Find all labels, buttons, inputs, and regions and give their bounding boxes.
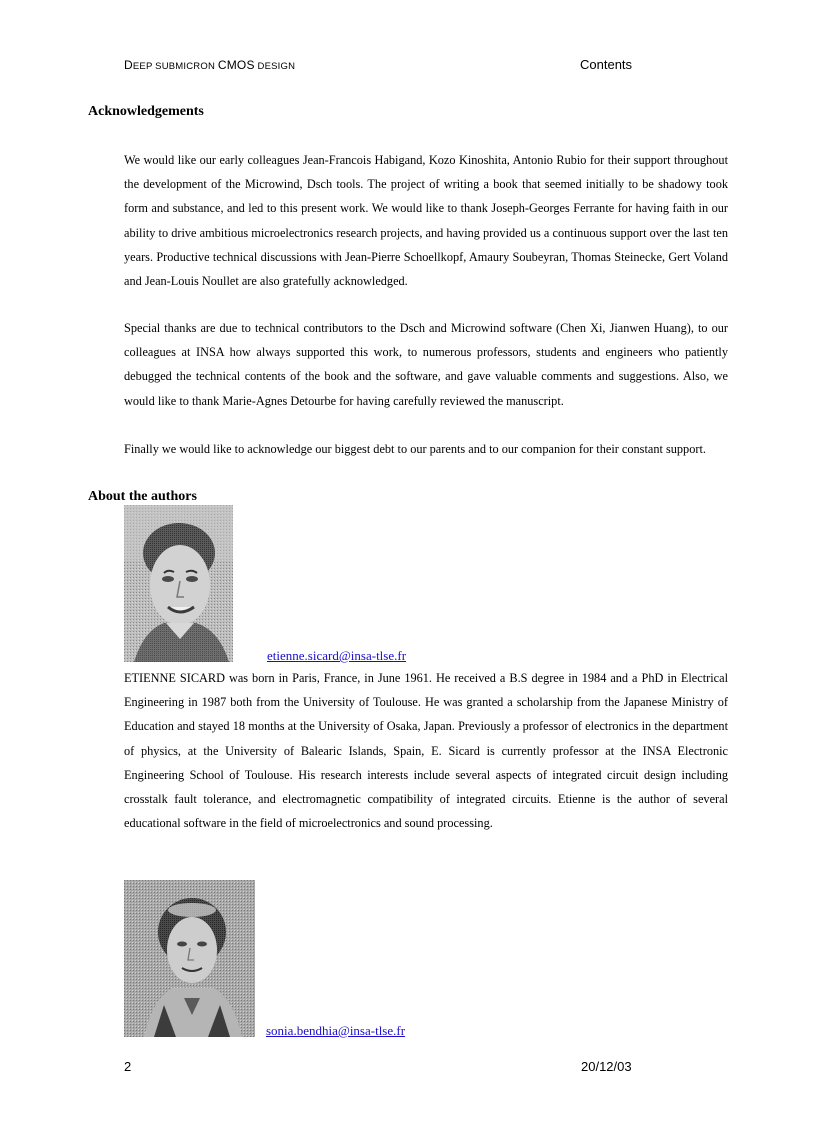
acknowledgements-heading: Acknowledgements	[88, 104, 204, 119]
footer-date: 20/12/03	[581, 1059, 632, 1074]
page-number: 2	[124, 1059, 132, 1074]
author-portrait-sonia	[124, 880, 255, 1037]
author-bio-etienne: ETIENNE SICARD was born in Paris, France, in June 1961. He received a B.S degree in 1984 and a PhD in Electrical Engineering in 1987 both from the University of Toulouse. He was granted a scholarship from the Japanese Ministry of Education and stayed 18 months at the University of Osaka, Japan. Previously a professor of electronics in the department of physics, at the University of Balearic Islands, Spain, E. Sicard is currently professor at the INSA Electronic Engineering School of Toulouse. His research interests include several aspects of integrated circuit design including crosstalk fault tolerance, and electromagnetic compatibility of integrated circuits. Etienne is the author of several educational software in the field of microelectronics and sound processing.	[124, 671, 728, 831]
author-email-link-etienne[interactable]: etienne.sicard@insa-tlse.fr	[267, 648, 407, 663]
author-portrait-etienne	[124, 505, 233, 662]
author-email-link-sonia[interactable]: sonia.bendhia@insa-tlse.fr	[266, 1023, 406, 1038]
acknowledgements-paragraph-3: Finally we would like to acknowledge our biggest debt to our parents and to our companion for their constant support.	[124, 442, 706, 456]
running-header-title: DEEP SUBMICRON CMOS DESIGN	[124, 58, 296, 72]
running-header-section: Contents	[580, 57, 633, 72]
acknowledgements-paragraph-1: We would like our early colleagues Jean-Francois Habigand, Kozo Kinoshita, Antonio Rubio for their support throughout the development of the Microwind, Dsch tools. The project of writing a book that seemed initially to be shadowy took form and substance, and led to this present work. We would like to thank Joseph-Georges Ferrante for having faith in our ability to drive ambitious microelectronics research projects, and having provided us a continuous support over the last ten years. Productive technical discussions with Jean-Pierre Schoellkopf, Amaury Soubeyran, Thomas Steinecke, Gert Voland and Jean-Louis Noullet are also gratefully acknowledged.	[124, 153, 728, 289]
about-authors-heading: About the authors	[88, 489, 197, 504]
acknowledgements-paragraph-2: Special thanks are due to technical contributors to the Dsch and Microwind software (Chen Xi, Jianwen Huang), to our colleagues at INSA how always supported this work, to numerous professors, students and engineers who patiently debugged the technical contents of the book and the software, and gave valuable comments and suggestions. Also, we would like to thank Marie-Agnes Detourbe for having carefully reviewed the manuscript.	[124, 321, 728, 408]
